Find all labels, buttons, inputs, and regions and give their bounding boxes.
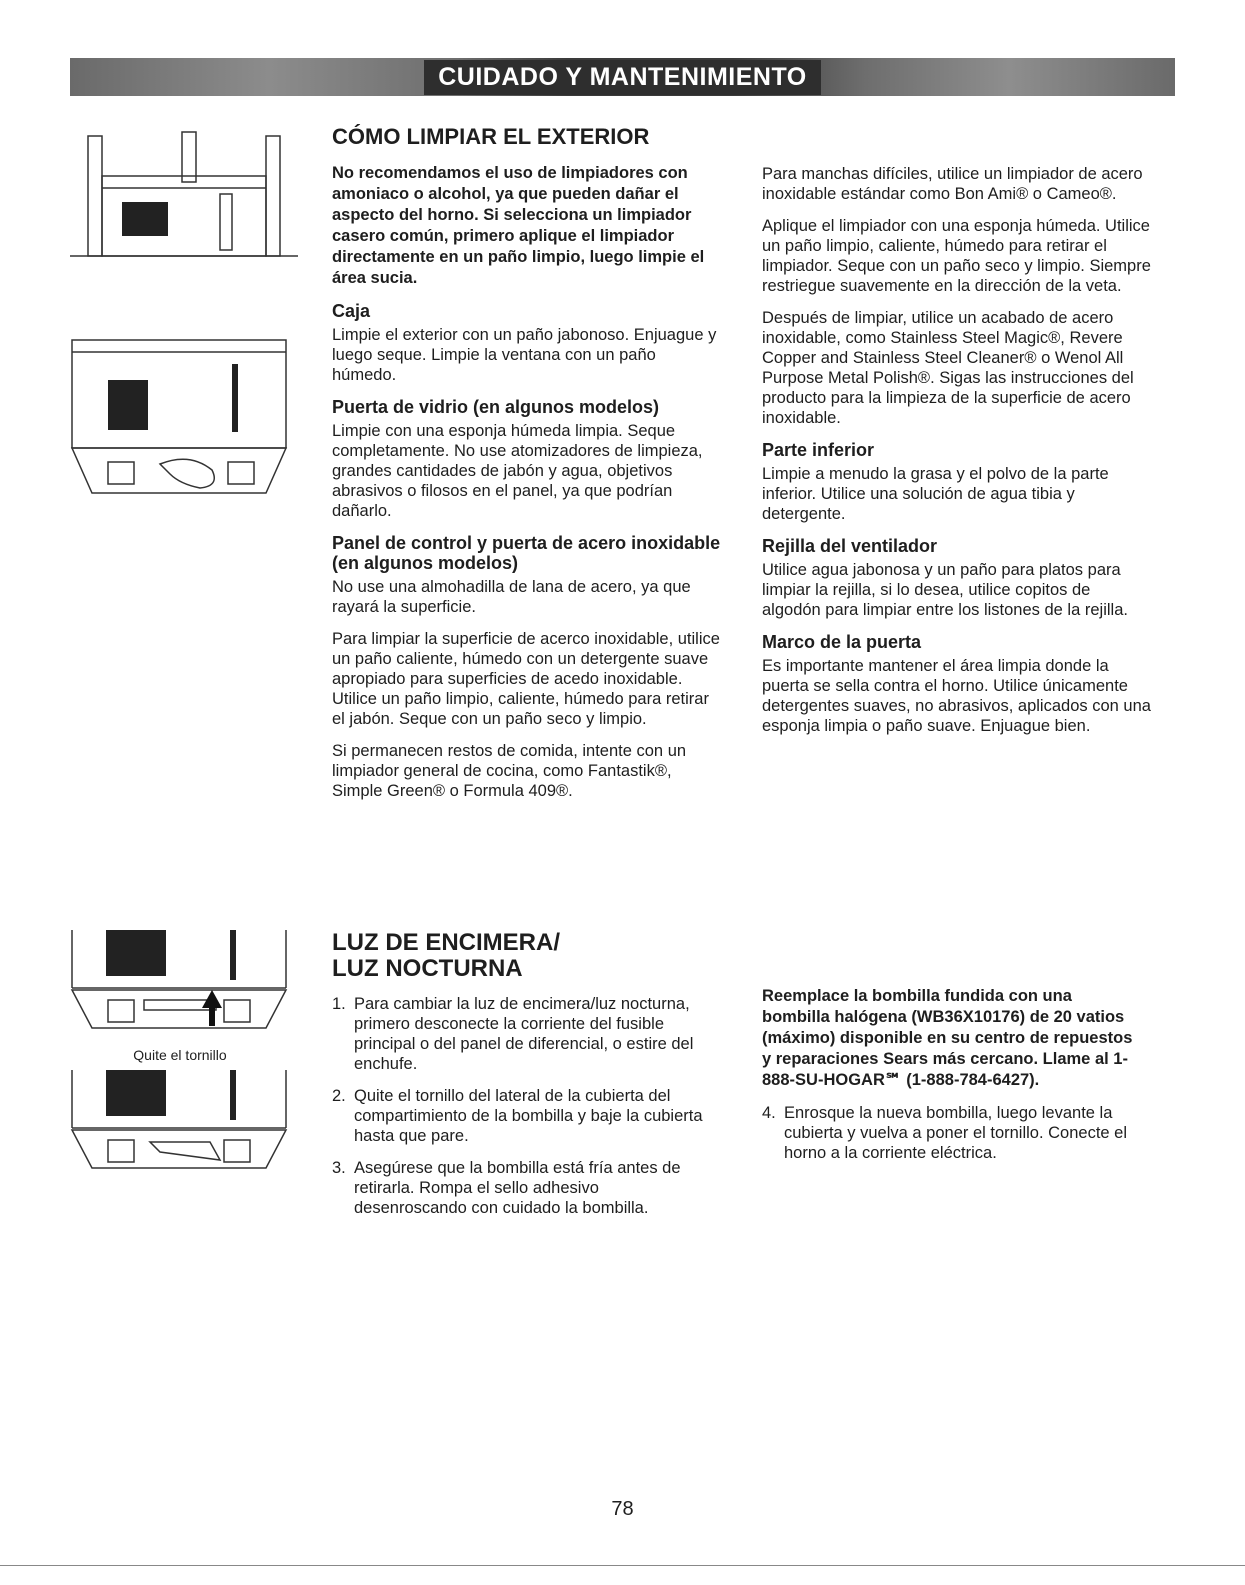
banner-title: CUIDADO Y MANTENIMIENTO: [424, 60, 820, 95]
text-caja: Limpie el exterior con un paño jabonoso. Enjuague y luego seque. Limpie la ventana con un paño húmedo.: [332, 326, 717, 384]
text-parte-inferior: Limpie a menudo la grasa y el polvo de la parte inferior. Utilice una solución de agua tibia y detergente.: [762, 465, 1109, 523]
light-section-right-column: [762, 986, 1142, 1175]
step-number: 3.: [332, 1159, 346, 1177]
text-aplique-limpiador: Aplique el limpiador con una esponja húmeda. Utilice un paño limpio, caliente, húmedo para retirar el limpiador. Seque con un paño seco y limpio. Siempre restriegue suavemente en la dirección de la veta.: [762, 217, 1151, 295]
section-banner: [70, 58, 1175, 96]
text-marco-puerta: Es importante mantener el área limpia donde la puerta se sella contra el horno. Utilice únicamente detergentes suaves, no abrasivos, aplicados con una esponja limpia o paño suave. Enjuague bien.: [762, 657, 1151, 735]
microwave-cleaning-illustration: [70, 338, 290, 498]
light-section-left-column: [332, 930, 712, 1230]
exterior-intro: No recomendamos el uso de limpiadores con amoniaco o alcohol, ya que pueden dañar el aspecto del horno. Si selecciona un limpiador casero común, primero aplique el limpiador directamente en un paño limpio, luego limpie el área sucia.: [332, 164, 705, 287]
step-number: 4.: [762, 1104, 776, 1122]
step-number: 1.: [332, 995, 346, 1013]
heading-parte-inferior: Parte inferior: [762, 440, 875, 460]
section-title-exterior: CÓMO LIMPIAR EL EXTERIOR: [332, 124, 650, 149]
text-manchas-dificiles: Para manchas difíciles, utilice un limpiador de acero inoxidable estándar como Bon Ami® o Cameo®.: [762, 165, 1143, 203]
step-number: 2.: [332, 1087, 346, 1105]
light-steps-list-continued: [762, 1103, 1142, 1163]
heading-panel-control: Panel de control y puerta de acero inoxidable (en algunos modelos): [332, 533, 721, 573]
list-item: [762, 1103, 1142, 1163]
list-item: [332, 994, 712, 1074]
light-steps-list: [332, 994, 712, 1218]
section-title-luz: [332, 930, 712, 982]
list-item: [332, 1158, 712, 1218]
text-acabado: Después de limpiar, utilice un acabado de acero inoxidable, como Stainless Steel Magic®, Revere Copper and Stainless Steel Cleaner® o Wenol All Purpose Metal Polish®. Sigas las instrucciones del producto para la limpieza de la superficie de acero inoxidable.: [762, 309, 1134, 427]
heading-marco-puerta: Marco de la puerta: [762, 632, 922, 652]
figure-caption: Quite el tornillo: [133, 1047, 227, 1063]
step-text: Para cambiar la luz de encimera/luz nocturna, primero desconecte la corriente del fusible principal o del panel de diferencial, o estire del enchufe.: [354, 995, 694, 1073]
step-text: Enrosque la nueva bombilla, luego levante la cubierta y vuelva a poner el tornillo. Conecte el horno a la corriente eléctrica.: [784, 1104, 1128, 1162]
text-rejilla: Utilice agua jabonosa y un paño para platos para limpiar la rejilla, si lo desea, utilice copitos de algodón para limpiar entre los listones de la rejilla.: [762, 561, 1128, 619]
heading-caja: Caja: [332, 301, 371, 321]
list-item: [332, 1086, 712, 1146]
footer-divider: [0, 1565, 1245, 1566]
screw-location-illustration: [70, 928, 290, 1038]
section-title-luz-line2: LUZ NOCTURNA: [332, 955, 523, 982]
text-panel-control-3: Si permanecen restos de comida, intente con un limpiador general de cocina, como Fantastik®, Simple Green® o Formula 409®.: [332, 742, 687, 800]
exterior-cleaning-right-column: [762, 164, 1152, 748]
exterior-cleaning-left-column: [332, 124, 722, 813]
replace-bulb-note: Reemplace la bombilla fundida con una bombilla halógena (WB36X10176) de 20 vatios (máximo) disponible en su centro de repuestos y reparaciones Sears más cercano. Llame al 1-888-SU-HOGAR℠ (1-888-784-6427).: [762, 987, 1133, 1089]
microwave-cabinet-illustration: [70, 128, 300, 268]
text-panel-control-1: No use una almohadilla de lana de acero, ya que rayará la superficie.: [332, 578, 691, 616]
heading-puerta-vidrio: Puerta de vidrio (en algunos modelos): [332, 397, 660, 417]
step-text: Asegúrese que la bombilla está fría antes de retirarla. Rompa el sello adhesivo desenroscando con cuidado la bombilla.: [354, 1159, 681, 1217]
lowered-cover-illustration: [70, 1068, 290, 1178]
step-text: Quite el tornillo del lateral de la cubierta del compartimiento de la bombilla y baje la cubierta hasta que pare.: [354, 1087, 703, 1145]
section-title-luz-line1: LUZ DE ENCIMERA/: [332, 929, 560, 956]
heading-rejilla: Rejilla del ventilador: [762, 536, 938, 556]
text-panel-control-2: Para limpiar la superficie de acerco inoxidable, utilice un paño caliente, húmedo con un detergente suave apropiado para superficies de acedo inoxidable. Utilice un paño limpio, caliente, húmedo para retirar el jabón. Seque con un paño seco y limpio.: [332, 630, 720, 728]
page-number: 78: [611, 1498, 634, 1520]
text-puerta-vidrio: Limpie con una esponja húmeda limpia. Seque completamente. No use atomizadores de limpieza, grandes cantidades de jabón y agua, objetivos abrasivos o filosos en el panel, ya que podrían dañarlo.: [332, 422, 703, 520]
